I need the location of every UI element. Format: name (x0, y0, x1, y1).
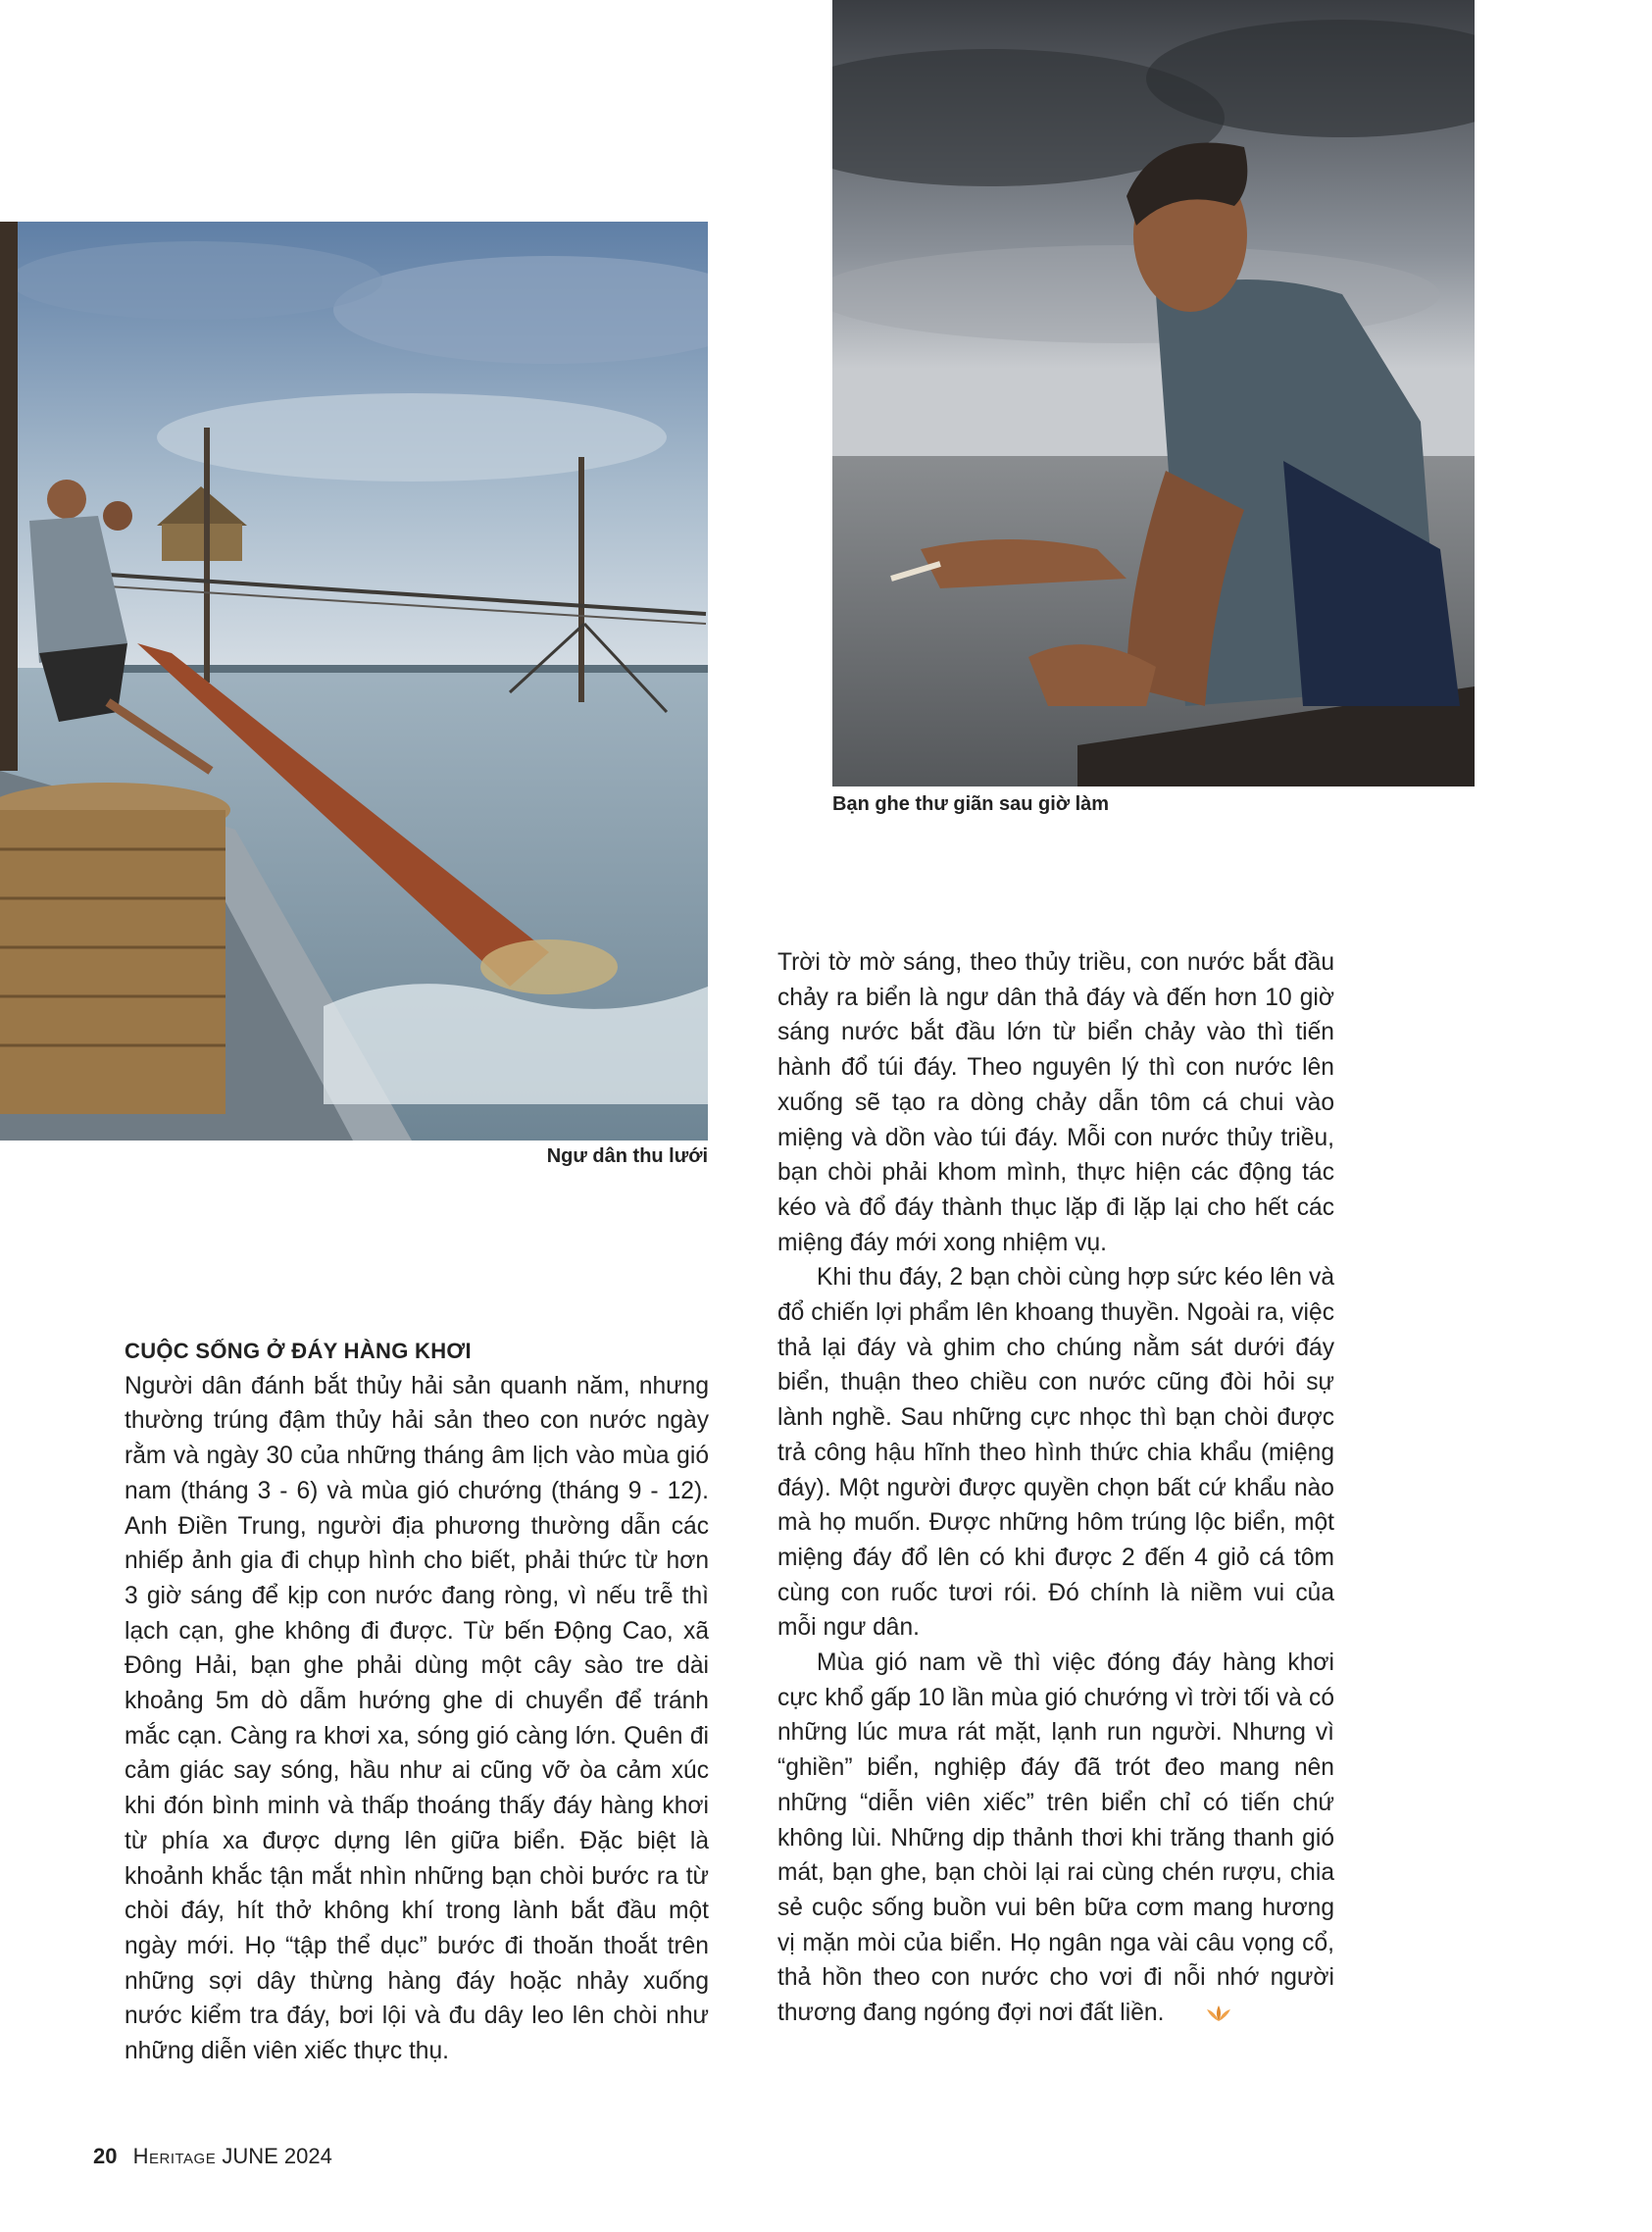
page-footer (93, 2144, 332, 2169)
article-paragraph: Mùa gió nam về thì việc đóng đáy hàng khơi cực khổ gấp 10 lần mùa gió chướng vì trời tối và có những lúc mưa rát mặt, lạnh run người. Nhưng vì “ghiền” biển, nghiệp đáy đã trót đeo mang nên những “diễn viên xiếc” trên biển chỉ có tiến chứ không lùi. Những dịp thảnh thơi khi trăng thanh gió mát, bạn ghe, bạn chòi lại rai cùng chén rượu, chia sẻ cuộc sống buồn vui bên bữa cơm mang hương vị mặn mòi của biển. Họ ngân nga vài câu vọng cổ, thả hồn theo con nước cho vơi đi nỗi nhớ người thương đang ngóng đợi nơi đất liền. (777, 1649, 1334, 2027)
article-paragraph: Khi thu đáy, 2 bạn chòi cùng hợp sức kéo lên và đổ chiến lợi phẩm lên khoang thuyền. Ngoài ra, việc thả lại đáy và ghim cho chúng nằm sát dưới đáy biển, thuận theo chiều con nước cũng đòi hỏi sự lành nghề. Sau những cực nhọc thì bạn chòi được trả công hậu hĩnh theo hình thức chia khẩu (miệng đáy). Một người được quyền chọn bất cứ khẩu nào mà họ muốn. Được những hôm trúng lộc biển, một miệng đáy đổ lên có khi được 2 đến 4 giỏ cá tôm cùng con ruốc tươi rói. Đó chính là niềm vui của mỗi ngư dân. (777, 1264, 1334, 1642)
article-column-left (125, 1334, 709, 2069)
page-number: 20 (93, 2144, 118, 2168)
article-paragraph: Người dân đánh bắt thủy hải sản quanh năm, nhưng thường trúng đậm thủy hải sản theo con nước ngày rằm và ngày 30 của những tháng âm lịch vào mùa gió nam (tháng 3 - 6) và mùa gió chướng (tháng 9 - 12). Anh Điền Trung, người địa phương thường dẫn các nhiếp ảnh gia đi chụp hình cho biết, phải thức từ hơn 3 giờ sáng để kịp con nước đang ròng, vì nếu trễ thì lạch cạn, ghe không đi được. Từ bến Động Cao, xã Đông Hải, bạn ghe phải dùng một cây sào tre dài khoảng 5m dò dẫm hướng ghe di chuyển để tránh mắc cạn. Càng ra khơi xa, sóng gió càng lớn. Quên đi cảm giác say sóng, hầu như ai cũng vỡ òa cảm xúc khi đón bình minh và thấp thoáng thấy đáy hàng khơi từ phía xa được dựng lên giữa biển. Đặc biệt là khoảnh khắc tận mắt nhìn những bạn chòi bước ra từ chòi đáy, hít thở không khí trong lành bắt đầu một ngày mới. Họ “tập thể dục” bước đi thoăn thoắt trên những sợi dây thừng hàng đáy hoặc nhảy xuống nước kiểm tra đáy, bơi lội và đu dây leo lên chòi như những diễn viên xiếc thực thụ. (125, 1372, 709, 2065)
photo-caption: Ngư dân thu lưới (546, 1145, 708, 1167)
photo-boatman-resting (832, 0, 1475, 786)
photo-caption: Bạn ghe thư giãn sau giờ làm (832, 793, 1110, 815)
article-column-right (777, 945, 1334, 2034)
magazine-name: Heritage (132, 2144, 217, 2168)
lotus-icon (1166, 1999, 1232, 2034)
article-paragraph: Trời tờ mờ sáng, theo thủy triều, con nước bắt đầu chảy ra biển là ngư dân thả đáy và đến hơn 10 giờ sáng nước bắt đầu lớn từ biển chảy vào thì tiến hành đổ túi đáy. Theo nguyên lý thì con nước lên xuống sẽ tạo ra dòng chảy dẫn tôm cá chui vào miệng và dồn vào túi đáy. Mỗi con nước thủy triều, bạn chòi phải khom mình, thực hiện các động tác kéo và đổ đáy thành thục lặp đi lặp lại cho hết các miệng đáy mới xong nhiệm vụ. (777, 949, 1334, 1256)
issue-date: JUNE 2024 (222, 2144, 332, 2168)
section-heading: CUỘC SỐNG Ở ĐÁY HÀNG KHƠI (125, 1339, 472, 1363)
photo-fishermen-hauling-net (0, 222, 708, 1141)
